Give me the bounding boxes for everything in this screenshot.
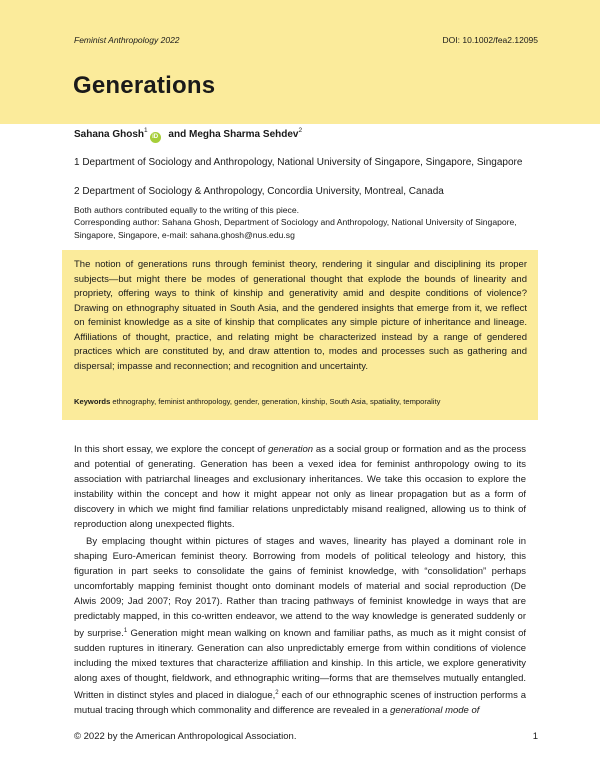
keywords-list: ethnography, feminist anthropology, gender, generation, kinship, South Asia, spatiality, temporality <box>110 397 441 406</box>
article-title: Generations <box>73 72 216 99</box>
affiliation-2: 2 Department of Sociology & Anthropology, Concordia University, Montreal, Canada <box>74 186 444 197</box>
abstract-text: The notion of generations runs through feminist theory, rendering it singular and disciplining its proper subjects—but might there be modes of generational thought that explode the bounds of linearity and propriety, offering ways to think of kinship and generativity amid and despite conditions of violence? Drawing on ethnography situated in South Asia, and the gendered insights that emerge from it, we reflect on feminist knowledge as a site of kinship that complicates any simple picture of inheritance and lineage. Affiliations of thought, practice, and relating might be characterized instead by a range of gendered practices which are constituted by, and draw attention to, modes and processes such as gathering and dispersal; impasse and reconnection; and recognition and uncertainty. <box>74 259 527 372</box>
author-2[interactable]: Megha Sharma Sehdev <box>188 129 299 140</box>
orcid-icon[interactable]: iD <box>150 132 161 143</box>
body-text: Generation might mean walking on known and familiar paths, as much as it might consist of sudden ruptures in itinerary. Generation can also unpredictably emerge from within conditions of violence including the mixed textures that characterize affiliation and kinship. In this article, we explore generativity along axes of thought, fieldwork, and ethnographic writing—forms that are themselves mutually entangled. Written in distinct styles and placed in dialogue, <box>74 628 526 701</box>
author-1-affiliation-marker: 1 <box>144 127 148 134</box>
body-paragraph-2 <box>74 534 526 718</box>
keywords <box>74 397 534 406</box>
footnote-ref-1[interactable]: 1 <box>123 628 128 634</box>
author-line <box>74 127 302 143</box>
author-conjunction: and <box>165 129 189 140</box>
journal-name: Feminist Anthropology 2022 <box>74 35 180 45</box>
affiliation-1: 1 Department of Sociology and Anthropology, National University of Singapore, Singapore, Singapore <box>74 157 523 168</box>
keywords-label: Keywords <box>74 397 111 406</box>
copyright-notice: © 2022 by the American Anthropological Association. <box>74 731 297 742</box>
footnote-ref-2[interactable]: 2 <box>275 690 279 696</box>
corresponding-author-note: Corresponding author: Sahana Ghosh, Department of Sociology and Anthropology, National University of Singapore, Singapore, Singapore, e-mail: sahana.ghosh@nus.edu.sg <box>74 217 517 240</box>
author-1[interactable]: Sahana Ghosh <box>74 129 145 140</box>
emphasis: generational mode of <box>390 705 480 716</box>
header-band <box>0 0 600 124</box>
doi-link[interactable]: DOI: 10.1002/fea2.12095 <box>442 35 538 45</box>
equal-contribution-note: Both authors contributed equally to the writing of this piece. <box>74 205 300 215</box>
body-text: By emplacing thought within pictures of stages and waves, linearity has played a dominant role in shaping Euro-American feminist theory. Borrowing from models of political teleology and history, this figuration in part seeks to consolidate the gains of feminist knowledge, with “consolidation” perhaps uncomfortably mapping feminist thought onto dominant models of material and social reproduction (De Alwis 2009; Jad 2007; Roy 2017). Rather than tracing pathways of feminist knowledge in ways that are predictably mapped, in this co-written endeavor, we attend to the way knowledge is generated suddenly or by surprise. <box>74 536 526 639</box>
body-text: In this short essay, we explore the concept of <box>74 444 269 455</box>
emphasis: generation <box>268 444 314 455</box>
body-text: each of our ethnographic scenes of instruction performs a mutual tracing through which commonality and difference are revealed in a <box>74 690 527 716</box>
author-2-affiliation-marker: 2 <box>298 127 303 134</box>
body-text: as a social group or formation and as the process and potential of generating. Generation has been a vexed idea for feminist anthropology owing to its association with patriarchal lineages and exclusionary inheritances. We take this occasion to explore the instability within the concept and how it might appear not only as linear propagation but as a form of discovery in which we might find familiar relations unpredictably misand realigned, allowing us to think of reproduction along unexpected flights. <box>74 444 526 530</box>
page-number: 1 <box>532 731 538 742</box>
body-paragraph-1 <box>74 442 526 532</box>
